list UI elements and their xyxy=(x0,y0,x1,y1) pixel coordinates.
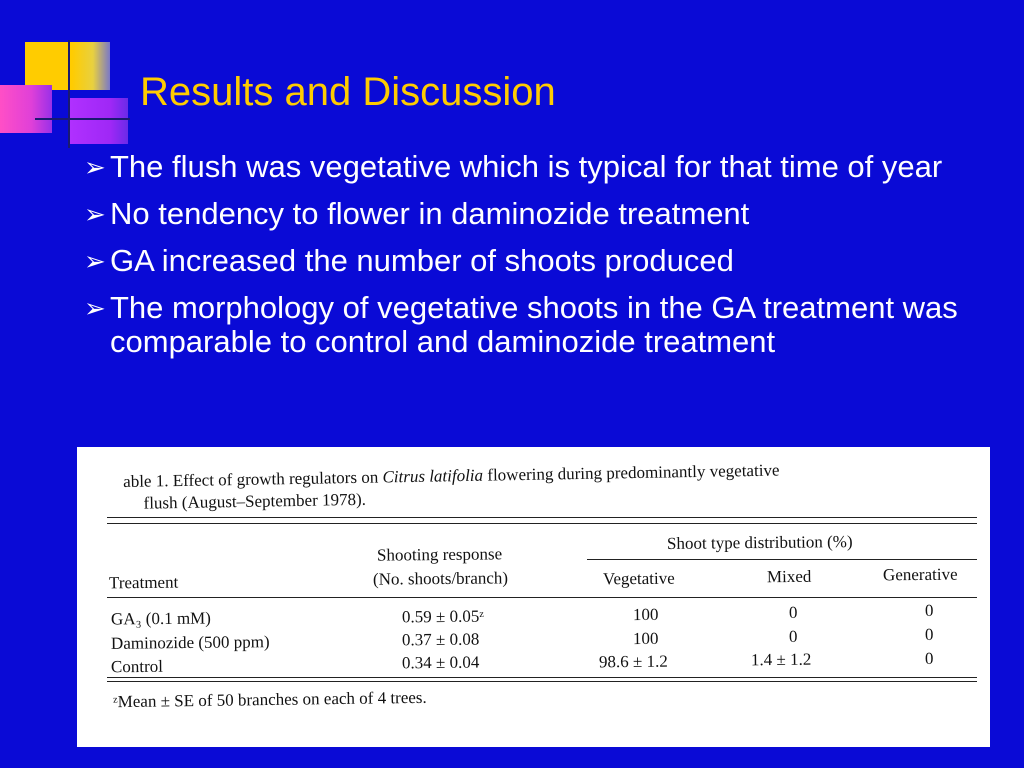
caption-prefix: able 1. Effect of growth regulators on xyxy=(123,467,383,491)
row-mixed: 0 xyxy=(788,602,798,623)
header-shooting-response: Shooting response xyxy=(376,544,503,565)
header-vegetative: Vegetative xyxy=(602,568,675,589)
scanned-table-image xyxy=(77,447,990,747)
row-treatment: Daminozide (500 ppm) xyxy=(110,632,270,653)
slide-title: Results and Discussion xyxy=(140,70,556,114)
bottom-rule-2 xyxy=(107,681,977,682)
arrow-bullet-icon: ➢ xyxy=(84,293,106,323)
row-vegetative: 100 xyxy=(632,604,659,625)
row-generative: 0 xyxy=(924,624,934,645)
bullet-item xyxy=(84,150,984,184)
header-shooting-units: (No. shoots/branch) xyxy=(372,568,509,589)
spanner-rule xyxy=(587,559,977,560)
table-footnote: ᶻMean ± SE of 50 branches on each of 4 trees. xyxy=(112,687,427,712)
bullet-text: No tendency to flower in daminozide treatment xyxy=(110,196,750,231)
bullet-text: GA increased the number of shoots produced xyxy=(110,243,734,278)
row-shooting: 0.37 ± 0.08 xyxy=(401,629,480,650)
row-treatment: GA₃ (0.1 mM) xyxy=(110,608,211,629)
decor-magenta-square xyxy=(0,85,52,133)
row-vegetative: 100 xyxy=(632,628,659,649)
bottom-rule-1 xyxy=(107,677,977,678)
header-rule xyxy=(107,597,977,598)
decor-horizontal-line xyxy=(35,118,130,120)
header-treatment: Treatment xyxy=(108,572,179,593)
row-vegetative: 98.6 ± 1.2 xyxy=(598,651,668,672)
arrow-bullet-icon: ➢ xyxy=(84,199,106,229)
row-treatment: Control xyxy=(110,656,164,677)
bullet-item xyxy=(84,291,984,359)
caption-line2: flush (August–September 1978). xyxy=(143,489,367,513)
bullet-list xyxy=(84,150,984,372)
header-shoot-type: Shoot type distribution (%) xyxy=(666,532,853,553)
caption-species: Citrus latifolia xyxy=(382,465,484,487)
header-generative: Generative xyxy=(882,564,958,585)
decor-violet-square xyxy=(70,98,128,144)
arrow-bullet-icon: ➢ xyxy=(84,152,106,182)
row-shooting: 0.59 ± 0.05ᶻ xyxy=(401,606,485,627)
header-mixed: Mixed xyxy=(766,566,812,587)
top-rule-2 xyxy=(107,523,977,524)
row-mixed: 1.4 ± 1.2 xyxy=(750,649,812,670)
bullet-item xyxy=(84,197,984,231)
row-generative: 0 xyxy=(924,600,934,621)
row-shooting: 0.34 ± 0.04 xyxy=(401,652,480,673)
bullet-text: The flush was vegetative which is typical for that time of year xyxy=(110,149,943,184)
arrow-bullet-icon: ➢ xyxy=(84,246,106,276)
caption-suffix: flowering during predominantly vegetative xyxy=(482,460,780,485)
decor-vertical-line xyxy=(68,40,70,148)
row-generative: 0 xyxy=(924,648,934,669)
bullet-text: The morphology of vegetative shoots in the GA treatment was comparable to control and daminozide treatment xyxy=(110,290,958,359)
table-caption xyxy=(123,460,780,515)
top-rule-1 xyxy=(107,517,977,518)
bullet-item xyxy=(84,244,984,278)
row-mixed: 0 xyxy=(788,626,798,647)
